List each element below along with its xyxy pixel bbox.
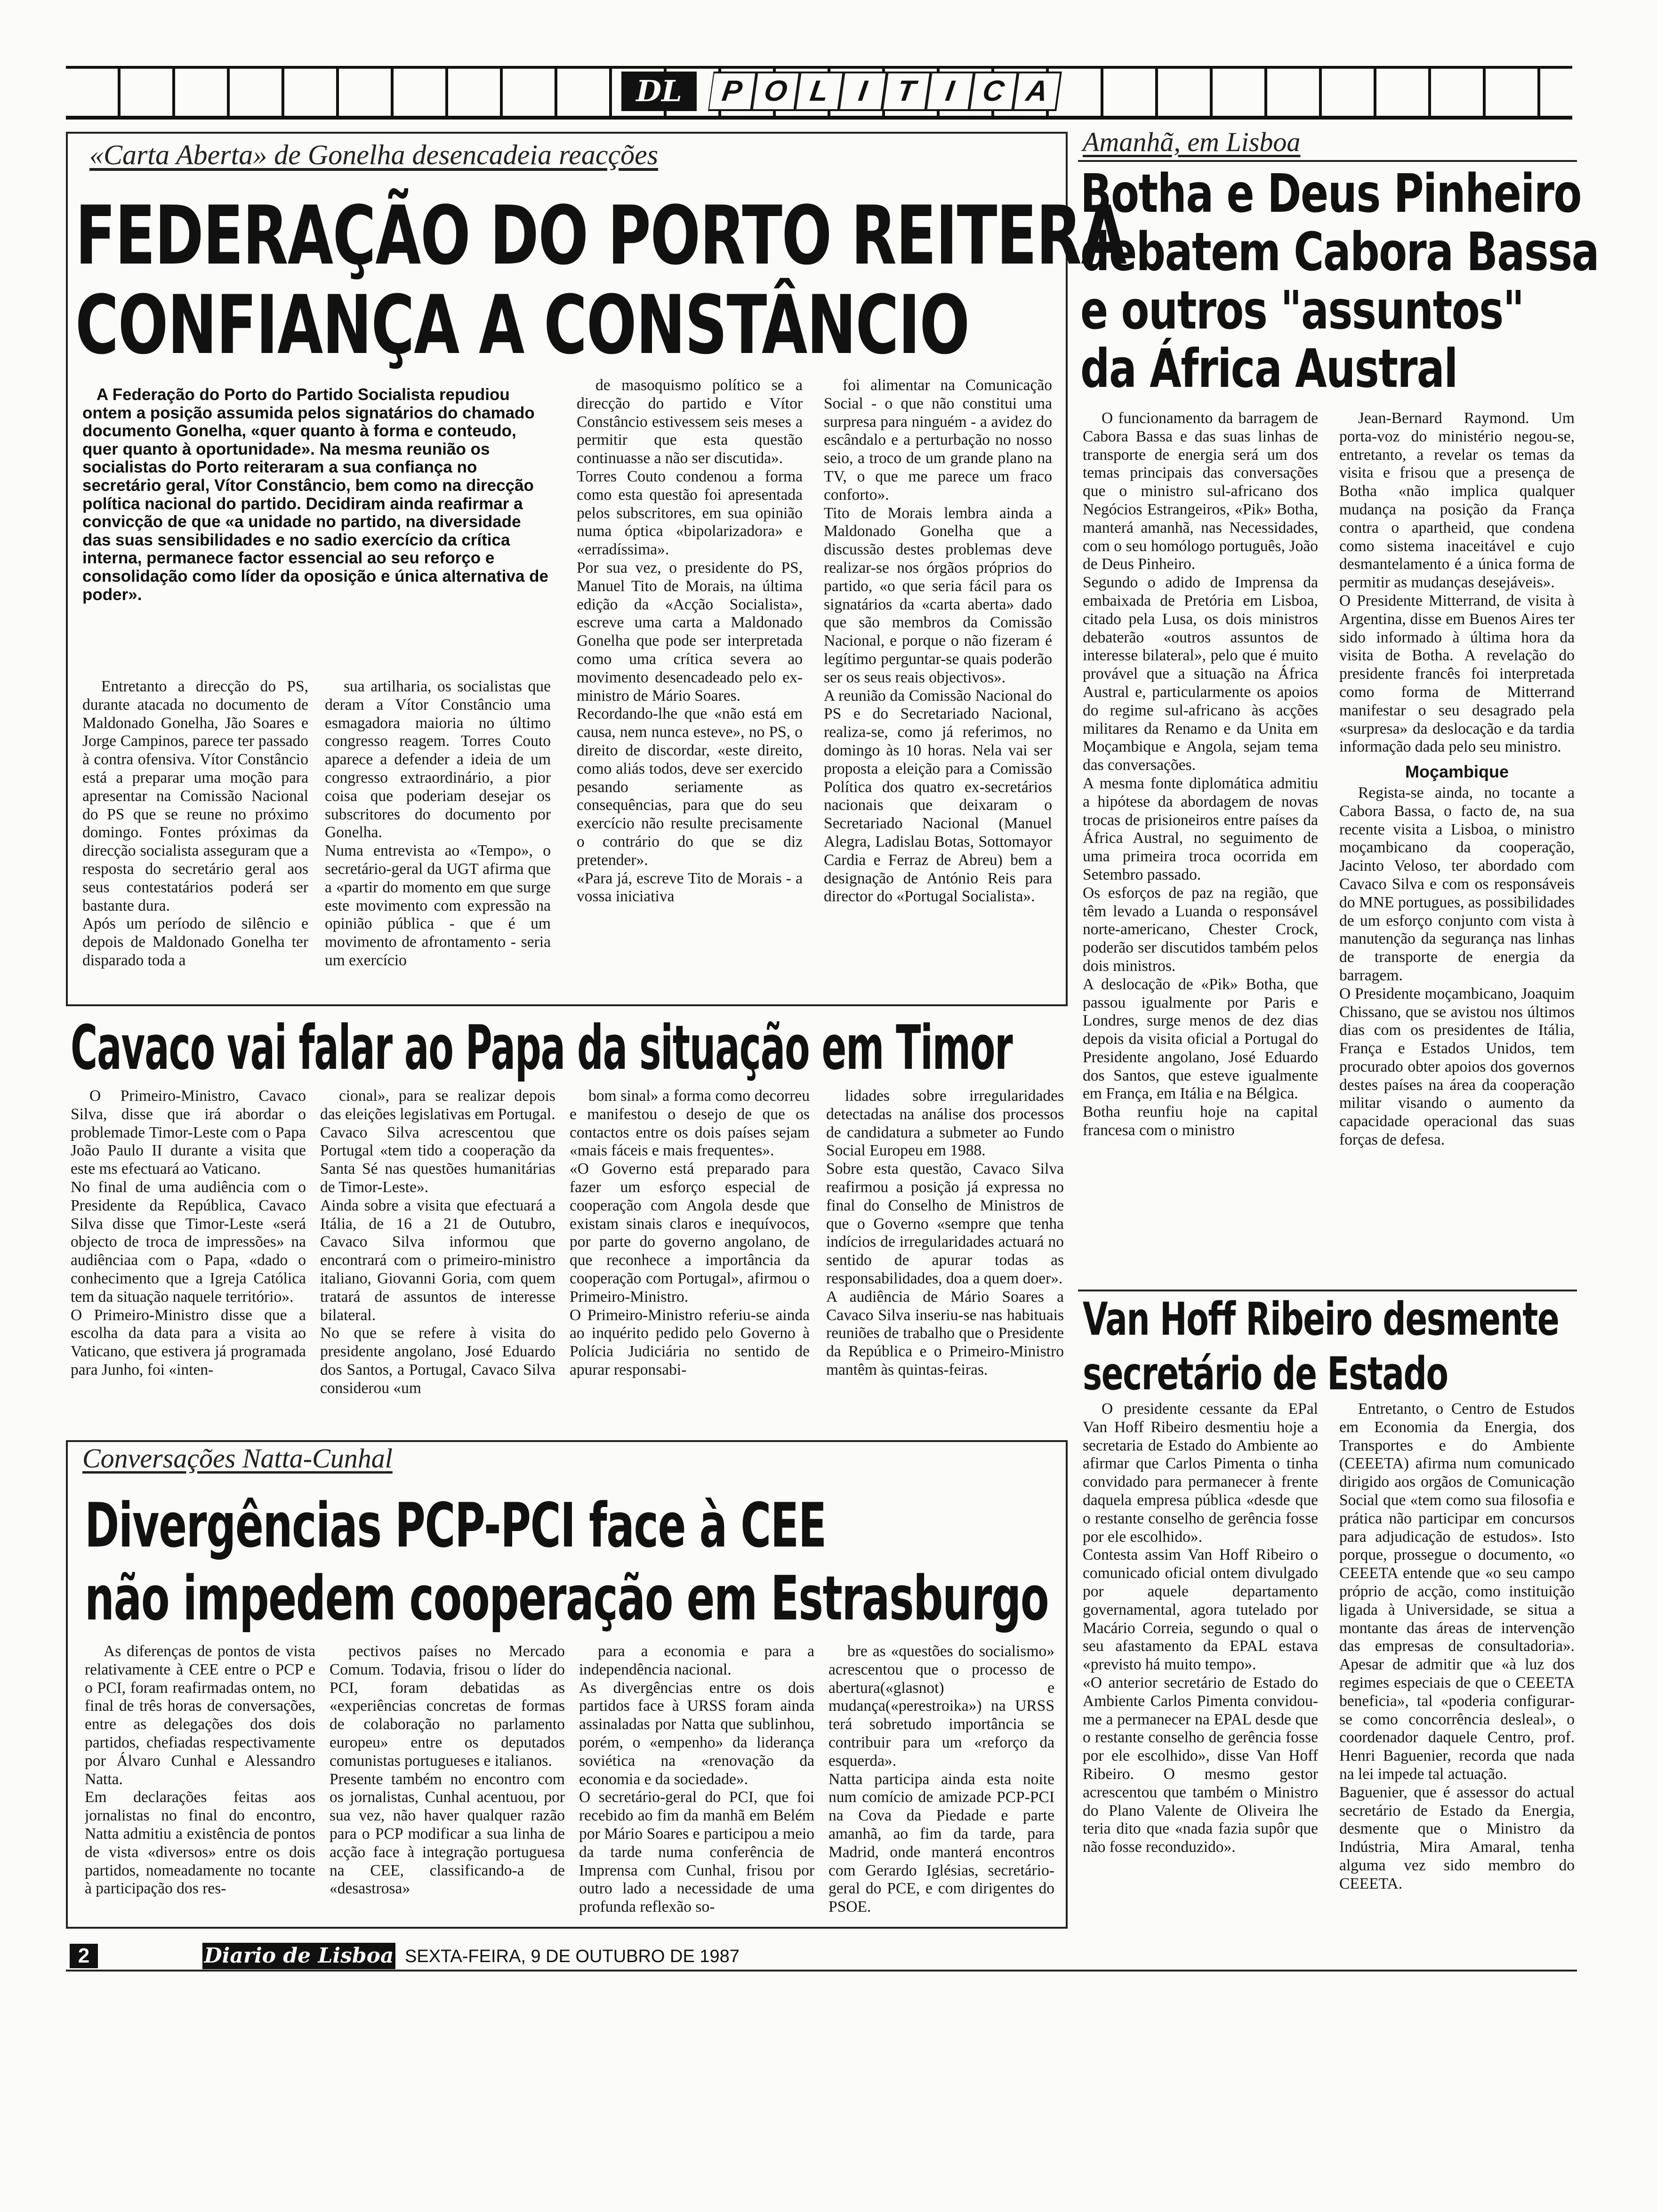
section-title: [708, 72, 1062, 111]
headline-line: debatem Cabora Bassa: [1080, 222, 1599, 283]
divider: [1078, 1290, 1577, 1291]
article-natta-col-d: [828, 1643, 1054, 1920]
article-federacao-col-c: [577, 377, 803, 988]
article-botha-col-a: [1083, 409, 1318, 1285]
article-federacao-kicker: «Carta Aberta» de Gonelha desencadeia reacções: [89, 139, 659, 170]
article-botha-headline: [1080, 163, 1599, 400]
article-natta-col-c: [579, 1643, 814, 1920]
section-letter: I: [839, 72, 888, 111]
column-text: para a economia e para a independência nacional. As divergências entre os dois partidos face à URSS foram ainda assinaladas por Natta que sublinhou, porém, o «empenho» da liderança soviética na «renovação da economia e da sociedade». O secretário-geral do PCI, que foi recebido ao fim da manhã em Belém por Mário Soares e participou a meio da tarde numa conferência de Imprensa com Cunhal, frisou por outro lado a necessidade de uma profunda reflexão so-: [579, 1643, 814, 1916]
article-natta-col-a: [85, 1643, 315, 1920]
column-text: foi alimentar na Comunicação Social - o que não constitui uma surpresa para ninguém - a avidez do escândalo e a perturbação no nosso seio, a troco de um grande plano na TV, o que me parece um fraco conforto». Tito de Morais lembra ainda a Maldonado Gonelha que a discussão destes problemas deve realizar-se nos órgãos próprios do partido, «o que seria fácil para os signatários da «carta aberta» dado que são membros da Comissão Nacional, e porque o não fizeram é legítimo perguntar-se quais poderão ser os seus reais objectivos». A reunião da Comissão Nacional do PS e do Secretariado Nacional, realiza-se, como já referimos, no domingo às 10 horas. Nela vai ser proposta a eleição para a Comissão Política dos quatro ex-secretários nacionais que deixaram o Secretariado Nacional (Manuel Alegra, Ladislau Botas, Sottomayor Cardia e Ferraz de Abreu) bem a designação de António Reis para director do «Portugal Socialista».: [824, 377, 1052, 906]
article-cavaco-col-d: [826, 1087, 1064, 1435]
column-text: de masoquismo político se a direcção do partido e Vítor Constâncio estivessem seis meses a permitir que esta questão continuasse a não ser discutida». Torres Couto condenou a forma como esta questão foi apresentada pelos subscritores, em sua opinião numa óptica «bipolarizadora» e «erradíssima». Por sua vez, o presidente do PS, Manuel Tito de Morais, na última edição da «Acção Socialista», escreve uma carta a Maldonado Gonelha que pode ser interpretada como uma crítica severa ao movimento desencadeado pelo ex-ministro de Mário Soares. Recordando-lhe que «não está em causa, nem nunca esteve», no PS, o direito de discordar, «este direito, como aliás todos, deve ser exercido pesando seriamente as consequências, para que do seu exercício não resulte precisamente o contrário do que se diz pretender». «Para já, escreve Tito de Morais - a vossa iniciativa: [577, 377, 803, 906]
newspaper-logo: DL: [621, 72, 697, 111]
footer-paper-name: Diario de Lisboa: [202, 1943, 395, 1969]
article-vanhoff-headline: [1083, 1292, 1577, 1401]
subheading: Moçambique: [1405, 762, 1509, 782]
section-letter: P: [708, 72, 757, 111]
article-vanhoff-col-a: [1083, 1400, 1318, 1932]
article-federacao-col-a: [82, 678, 308, 988]
column-text: Regista-se ainda, no tocante a Cabora Bassa, o facto de, na sua recente visita a Lisboa, o ministro moçambicano da cooperação, Jacinto Veloso, ter abordado com Cavaco Silva e com os responsáveis do MNE portugues, as possibilidades de um esforço conjunto com vista à manutenção da segurança nas linhas de transporte de energia da barragem. O Presidente moçambicano, Joaquim Chissano, que se avistou nos últimos dias com os presidentes de Itália, França e Estados Unidos, tem procurado obter apoios dos governos destes países na área da cooperação militar visando o aumento da capacidade operacional das suas forças de defesa.: [1339, 784, 1575, 1149]
section-masthead: [66, 66, 1572, 120]
column-text: lidades sobre irregularidades detectadas na análise dos processos de candidatura a submeter ao Fundo Social Europeu em 1988. Sobre esta questão, Cavaco Silva reafirmou a posição já expressa no final do Conselho de Ministros de que o Governo «sempre que tenha indícios de irregularidades actuará no sentido de apurar todas as responsabilidades, doa a quem doer». A audiência de Mário Soares a Cavaco Silva inseriu-se nas habituais reuniões de trabalho que o Presidente da República e o Primeiro-Ministro mantêm às quintas-feiras.: [826, 1087, 1064, 1378]
page-number: 2: [70, 1944, 98, 1968]
column-text: cional», para se realizar depois das eleições legislativas em Portugal. Cavaco Silva acrescentou que Portugal «tem tido a cooperação da Santa Sé nas questões humanitárias de Timor-Leste». Ainda sobre a visita que efectuará a Itália, de 16 a 21 de Outubro, Cavaco Silva informou que encontrará com o primeiro-ministro italiano, Giovanni Goria, com quem tratará de assuntos de interesse bilateral. No que se refere à visita do presidente angolano, José Eduardo dos Santos, a Portugal, Cavaco Silva considerou «um: [320, 1087, 555, 1397]
column-text: bre as «questões do socialismo» acrescentou que o processo de abertura(«glasnot) e mudança(«perestroika») na URSS terá sobretudo importância se contribuir para um «reforço da esquerda». Natta participa ainda esta noite num comício de amizade PCP-PCI na Cova da Piedade e parte amanhã, ao fim da tarde, para Madrid, onde manterá encontros com Gerardo Iglésias, secretário-geral do PCE, e com dirigentes do PSOE.: [828, 1643, 1054, 1916]
column-text: bom sinal» a forma como decorreu e manifestou o desejo de que os contactos entre os dois países sejam «mais fáceis e mais frequentes». «O Governo está preparado para fazer um esforço especial de cooperação com Angola desde que existam sinais claros e inequívocos, por parte do governo angolano, de que reconhece a importância da cooperação com Portugal», afirmou o Primeiro-Ministro. O Primeiro-Ministro referiu-se ainda ao inquérito pedido pelo Governo à Polícia Judiciária no sentido de apurar responsabi-: [570, 1087, 810, 1378]
column-text: O Primeiro-Ministro, Cavaco Silva, disse que irá abordar o problemade Timor-Leste com o Papa João Paulo II durante a visita que este ms efectuará ao Vaticano. No final de uma audiência com o Presidente da República, Cavaco Silva disse que Timor-Leste «será objecto de troca de impressões» na audiênciaa com o Papa, «dado o conhecimento que a Igreja Católica tem da situação naquele território». O Primeiro-Ministro disse que a escolha da data para a visita ao Vaticano, que estivera já programada para Junho, foi «inten-: [71, 1087, 306, 1378]
headline-line: Botha e Deus Pinheiro: [1080, 163, 1581, 224]
lead-paragraph: A Federação do Porto do Partido Socialista repudiou ontem a posição assumida pelos signatários do chamado documento Gonelha, «quer quanto à forma e conteudo, quer quanto à oportunidade». Na mesma reunião os socialistas do Porto reiteraram a sua confiança no secretário geral, Vítor Constâncio, bem como na direcção política nacional do partido. Decidiram ainda reafirmar a convicção de que «a unidade no partido, na diversidade das suas sensibilidades e no sadio exercício da crítica interna, permanece factor essencial ao seu reforço e consolidação como líder da oposição e única alternativa de poder».: [82, 386, 549, 604]
column-text: O funcionamento da barragem de Cabora Bassa e das suas linhas de transporte de energia será um dos temas principais das conversações que o ministro sul-africano dos Negócios Estrangeiros, «Pik» Botha, manterá amanhã, nas Necessidades, com o seu homólogo português, João de Deus Pinheiro. Segundo o adido de Imprensa da embaixada de Pretória em Lisboa, citado pela Lusa, os dois ministros debaterão «outros assuntos de interesse bilateral», pelo que é muito provável que a situação na África Austral e, particularmente os apoios do regime sul-africano às acções militares da Renamo e da Unita em Moçambique e Angola, sejam tema das conversações. A mesma fonte diplomática admitiu a hipótese da abordagem de novas trocas de prisioneiros entre países da África Austral, no seguimento de uma primeira troca ocorrida em Setembro passado. Os esforços de paz na região, que têm levado a Luanda o responsável norte-americano, Chester Crock, poderão ser discutidos também pelos dois ministros. A deslocação de «Pik» Botha, que passou igualmente por Paris e Londres, surge menos de dez dias depois da visita oficial a Portugal do Presidente angolano, José Eduardo dos Santos, que esteve igualmente em França, em Itália e na Bélgica. Botha reunfiu hoje na capital francesa com o ministro: [1083, 409, 1318, 1139]
article-natta-headline-2: não impedem cooperação em Estrasburgo: [85, 1563, 1049, 1634]
article-federacao-col-b: [325, 678, 551, 988]
column-text: Jean-Bernard Raymond. Um porta-voz do ministério negou-se, entretanto, a revelar os temas da visita e frisou que a presença de Botha «não implica qualquer mudança na posição da França contra o apartheid, que condena como sistema inaceitável e cujo desmantelamento é a única forma de permitir as mudanças desejáveis». O Presidente Mitterrand, de visita à Argentina, disse em Buenos Aires ter sido informado à última hora da visita de Botha. A revelação do presidente francês foi interpretada como forma de Mitterrand manifestar o seu desagrado pela «surpresa» da deslocação e da tardia informação dada pelo seu ministro.: [1339, 409, 1575, 756]
headline-line: secretário de Estado: [1083, 1347, 1448, 1400]
article-natta-col-b: [330, 1643, 565, 1920]
footer-rule: [66, 1970, 1577, 1972]
article-federacao-lead: [82, 386, 553, 668]
section-letter: C: [969, 72, 1018, 111]
section-letter: I: [926, 72, 975, 111]
column-text: O presidente cessante da EPal Van Hoff Ribeiro desmentiu hoje a secretaria de Estado do Ambiente ao afirmar que Carlos Pimenta o tinha convidado para permanecer à frente daquela empresa pública «desde que o restante conselho de gerência fosse por ele escolhido». Contesta assim Van Hoff Ribeiro o comunicado oficial ontem divulgado por aquele departamento governamental, agora tutelado por Macário Correia, segundo o qual o seu afastamento da EPAL estava «previsto há muito tempo». «O anterior secretário de Estado do Ambiente Carlos Pimenta convidou-me a permanecer na EPAL desde que o restante conselho de gerência fosse por ele escolhido», disse Van Hoff Ribeiro. O mesmo gestor acrescentou que também o Ministro do Plano Valente de Oliveira lhe teria dito que «nada fazia supôr que não fosse reconduzido».: [1083, 1400, 1318, 1856]
article-natta-headline-1: Divergências PCP-PCI face à CEE: [85, 1490, 826, 1561]
column-text: pectivos países no Mercado Comum. Todavia, frisou o líder do PCI, foram debatidas as «experiências concretas de formas de colaboração no parlamento europeu» entre os deputados comunistas portugueses e italianos. Presente também no encontro com os jornalistas, Cunhal acentuou, por sua vez, não haver qualquer razão para o PCP modificar a sua linha de acção face à integração portuguesa na CEE, classificando-a de «desastrosa»: [330, 1643, 565, 1898]
column-text: Entretanto a direcção do PS, durante atacada no documento de Maldonado Gonelha, Jão Soares e Jorge Campinos, parece ter passado à contra ofensiva. Vítor Constâncio está a preparar uma moção para apresentar na Comissão Nacional do PS que se reune no próximo domingo. Fontes próximas da direcção socialista asseguram que a resposta do secretário geral aos seus contestatários poderá ser bastante dura. Após um período de silêncio e depois de Maldonado Gonelha ter disparado toda a: [82, 678, 308, 969]
article-botha-kicker: Amanhã, em Lisboa: [1083, 127, 1301, 157]
headline-line: da África Austral: [1080, 338, 1457, 400]
article-vanhoff-col-b: [1339, 1400, 1575, 1932]
headline-line: e outros "assuntos": [1080, 280, 1524, 341]
article-natta-kicker: Conversações Natta-Cunhal: [82, 1443, 393, 1474]
section-letter: L: [795, 72, 844, 111]
section-letter: O: [752, 72, 801, 111]
column-text: As diferenças de pontos de vista relativamente à CEE entre o PCP e o PCI, foram reafirmadas ontem, no final de três horas de conversações, entre as delegações dos dois partidos, chefiadas respectivamente por Álvaro Cunhal e Alessandro Natta. Em declarações feitas aos jornalistas no final do encontro, Natta admitiu a existência de pontos de vista «diversos» entre os dois partidos, nomeadamente no tocante à participação dos res-: [85, 1643, 315, 1898]
section-letter: T: [882, 72, 931, 111]
column-text: sua artilharia, os socialistas que deram a Vítor Constâncio uma esmagadora maioria no último congresso reagem. Torres Couto aparece a defender a ideia de um congresso extraordinário, a pior coisa que poderiam desejar os subscritores do documento por Gonelha. Numa entrevista ao «Tempo», o secretário-geral da UGT afirma que a «partir do momento em que surge este movimento com expressão na opinião pública - que é um movimento de afrontamento - seria um exercício: [325, 678, 551, 969]
section-letter: A: [1013, 72, 1062, 111]
article-federacao-col-d: [824, 377, 1052, 988]
article-cavaco-col-a: [71, 1087, 306, 1435]
article-federacao-headline-1: FEDERAÇÃO DO PORTO REITERA: [75, 188, 1126, 283]
column-text: Entretanto, o Centro de Estudos em Economia da Energia, dos Transportes e do Ambiente (CEEETA) afirma num comunicado dirigido aos orgãos de Comunicação Social que «tem como sua filosofia e prática não participar em concursos para adjudicação de estudos». Isto porque, prossegue o documento, «o CEEETA entende que «o seu campo próprio de acção, como instituição ligada à Universidade, se situa a montante das áreas de intervenção das empresas de consultadoria». Apesar de admitir que «à luz dos regimes especiais de que o CEEETA beneficia», tal «poderia configurar-se como concorrência desleal», o coordenador daquele Centro, prof. Henri Baguenier, recorda que nada na lei impede tal actuação. Baguenier, que é assessor do actual secretário de Estado da Energia, desmente que o Ministro da Indústria, Mira Amaral, tenha alguma vez sido membro do CEEETA.: [1339, 1400, 1575, 1892]
divider: [1078, 160, 1577, 162]
article-federacao-headline-2: CONFIANÇA A CONSTÂNCIO: [75, 278, 969, 372]
article-botha-col-b: [1339, 409, 1575, 1285]
article-cavaco-col-b: [320, 1087, 555, 1435]
headline-line: Van Hoff Ribeiro desmente: [1083, 1293, 1559, 1346]
footer-date: SEXTA-FEIRA, 9 DE OUTUBRO DE 1987: [405, 1947, 740, 1966]
article-cavaco-headline: Cavaco vai falar ao Papa da situação em Timor: [71, 1012, 1013, 1083]
article-cavaco-col-c: [570, 1087, 810, 1435]
